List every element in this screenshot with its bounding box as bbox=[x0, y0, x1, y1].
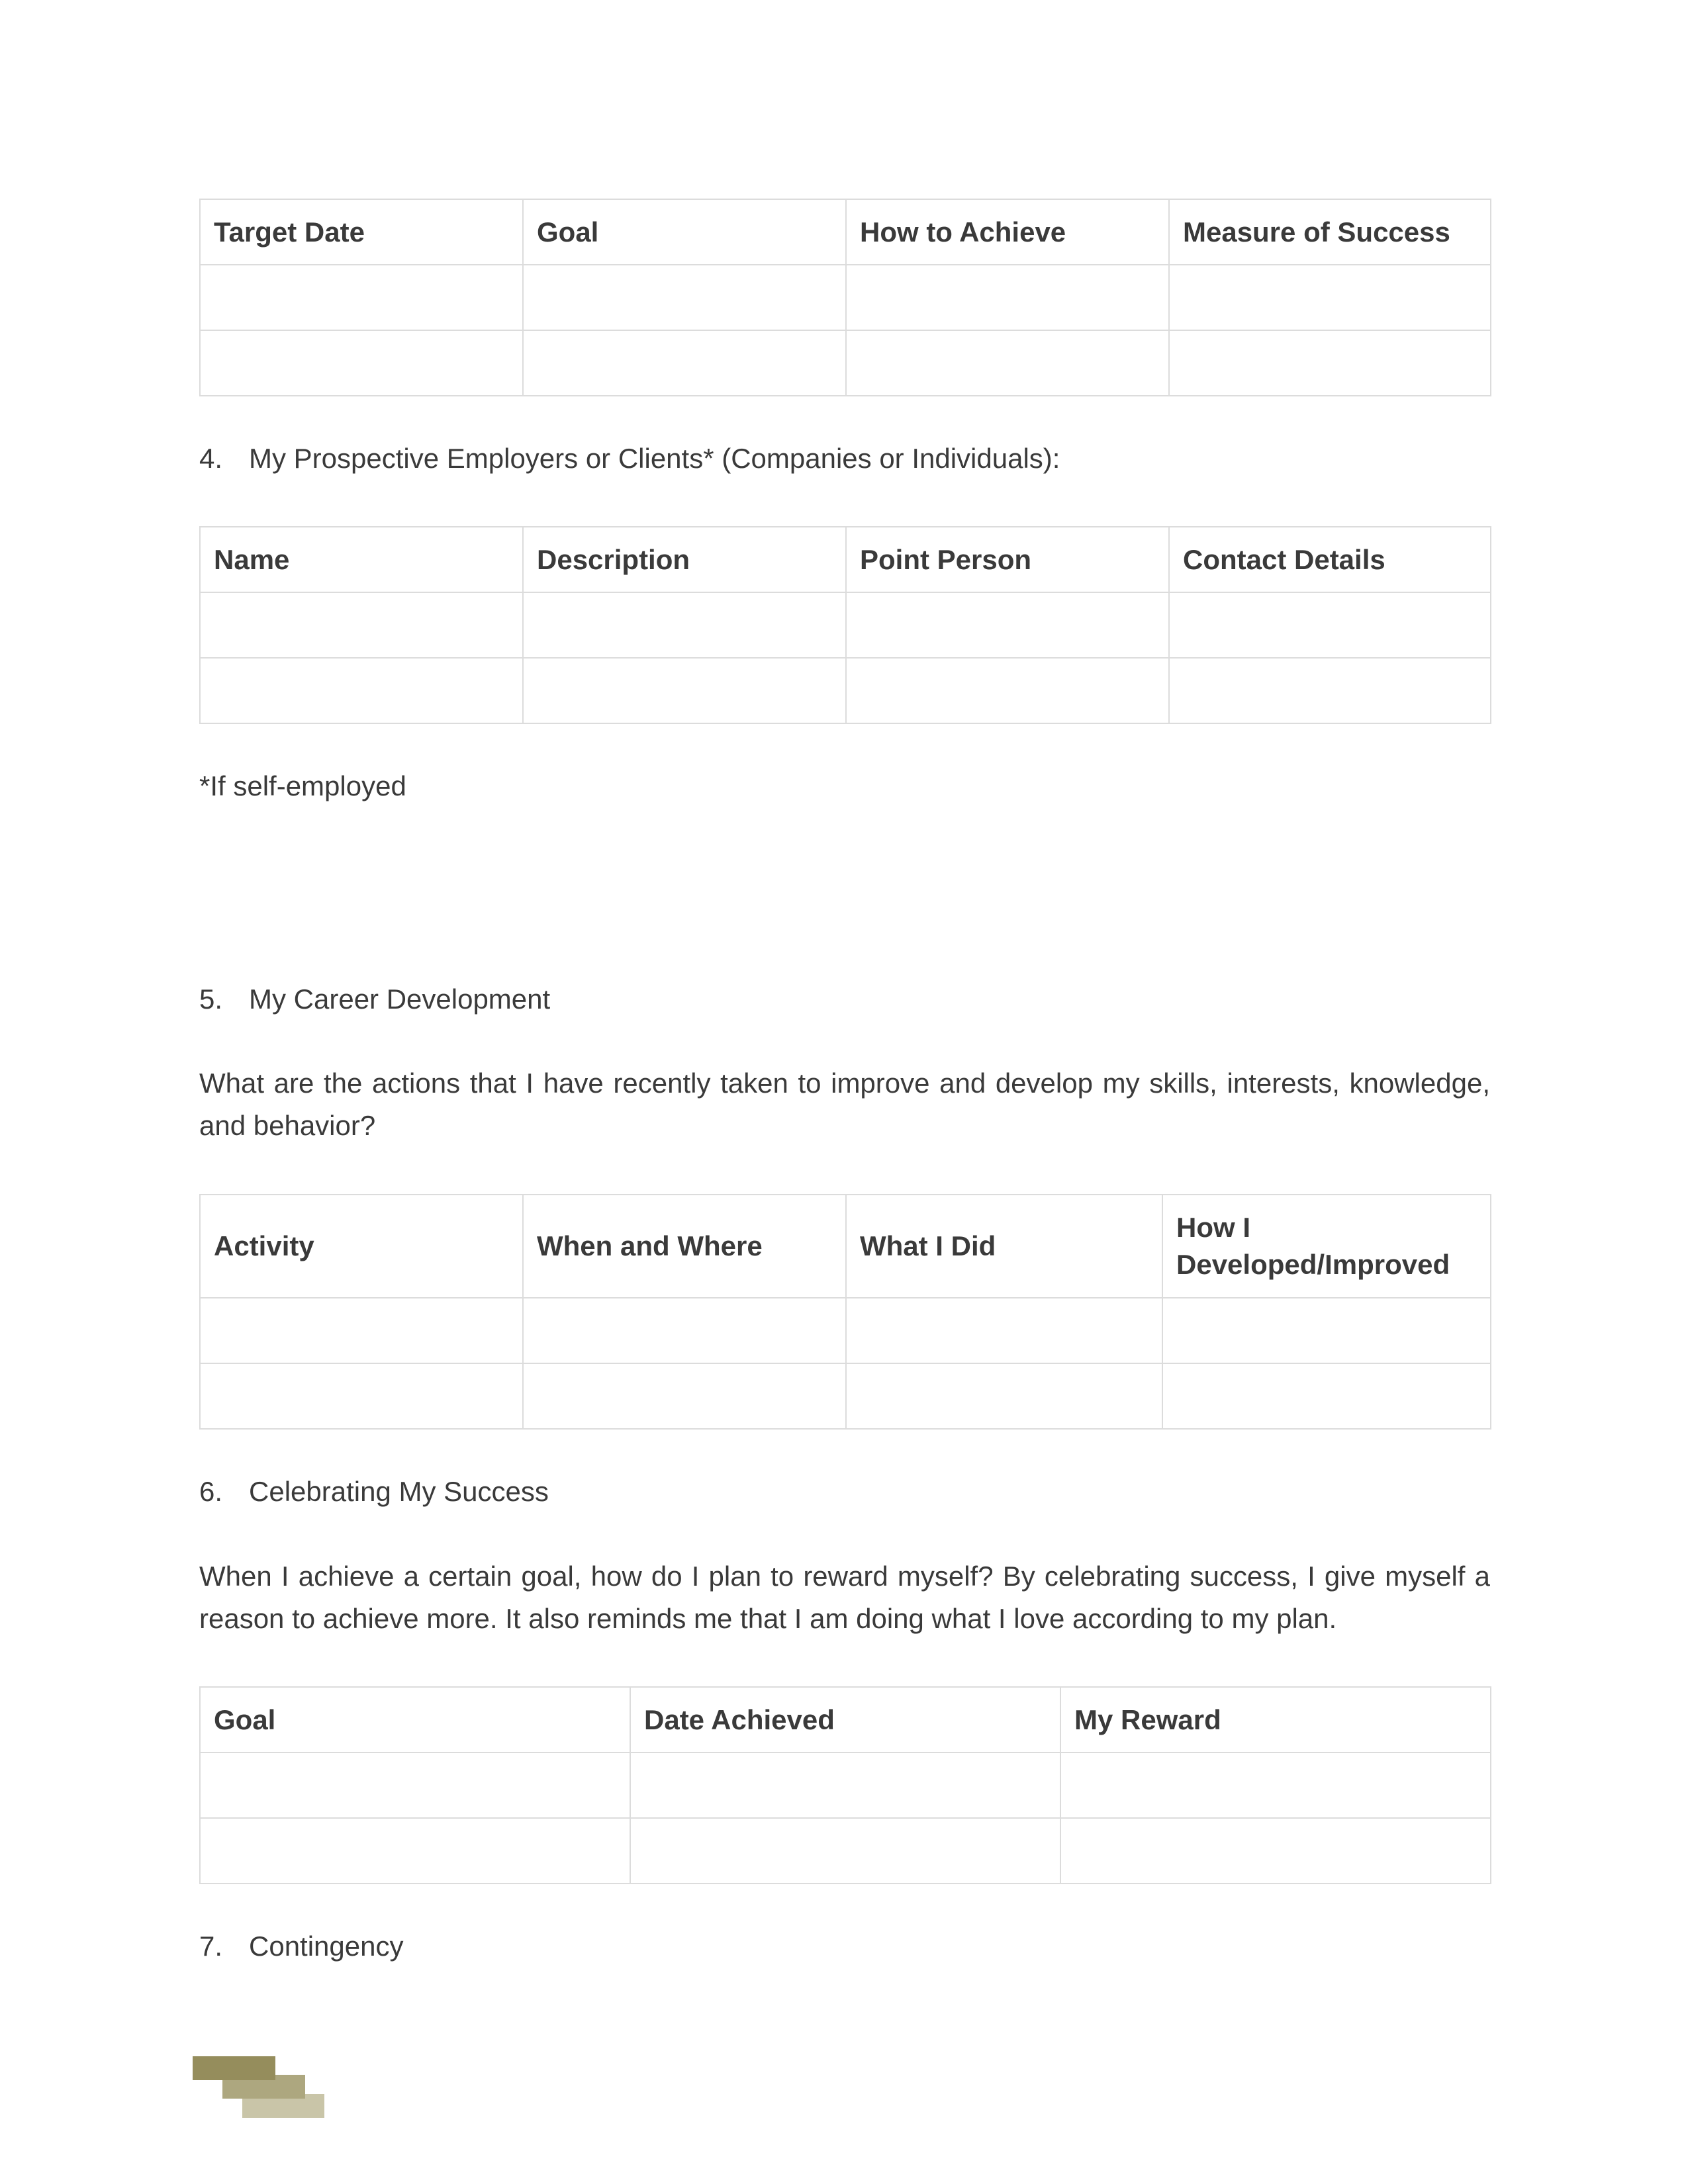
column-header: Goal bbox=[523, 199, 846, 265]
table-row bbox=[200, 330, 1491, 396]
table-cell[interactable] bbox=[846, 1298, 1162, 1363]
column-header: What I Did bbox=[846, 1195, 1162, 1298]
table-cell[interactable] bbox=[630, 1818, 1060, 1884]
logo-mark bbox=[193, 2054, 325, 2120]
table-row bbox=[200, 1363, 1491, 1429]
section-number: 6. bbox=[199, 1476, 223, 1507]
column-header: Contact Details bbox=[1169, 527, 1491, 592]
column-header: Description bbox=[523, 527, 846, 592]
table-cell[interactable] bbox=[1169, 330, 1491, 396]
table-cell[interactable] bbox=[846, 658, 1169, 723]
table-cell[interactable] bbox=[1169, 265, 1491, 330]
section-6-heading bbox=[199, 1473, 549, 1510]
section-7-heading bbox=[199, 1928, 403, 1965]
table-cell[interactable] bbox=[200, 1752, 630, 1818]
column-header: Point Person bbox=[846, 527, 1169, 592]
table-row bbox=[200, 1752, 1491, 1818]
table-cell[interactable] bbox=[523, 265, 846, 330]
table-row bbox=[200, 1298, 1491, 1363]
section-title: My Prospective Employers or Clients* (Companies or Individuals): bbox=[249, 443, 1060, 474]
section-5-text: What are the actions that I have recently taken to improve and develop my skills, interests, knowledge, and behavior? bbox=[199, 1068, 1490, 1141]
table-cell[interactable] bbox=[200, 330, 523, 396]
column-header: Activity bbox=[200, 1195, 523, 1298]
logo-bar-dark bbox=[193, 2056, 275, 2080]
table-cell[interactable] bbox=[200, 658, 523, 723]
table-cell[interactable] bbox=[846, 592, 1169, 658]
column-header: When and Where bbox=[523, 1195, 846, 1298]
table-cell[interactable] bbox=[523, 1298, 846, 1363]
table-cell[interactable] bbox=[846, 330, 1169, 396]
footnote: *If self-employed bbox=[199, 770, 406, 801]
section-title: My Career Development bbox=[249, 983, 551, 1015]
table-cell[interactable] bbox=[523, 330, 846, 396]
section-4-heading bbox=[199, 440, 1060, 477]
table-row bbox=[200, 265, 1491, 330]
column-header: How I Developed/Improved bbox=[1162, 1195, 1491, 1298]
section-number: 5. bbox=[199, 983, 223, 1015]
table-cell[interactable] bbox=[1060, 1818, 1491, 1884]
employers-table bbox=[199, 526, 1491, 724]
table-header-row bbox=[200, 527, 1491, 592]
table-cell[interactable] bbox=[200, 592, 523, 658]
column-header: Date Achieved bbox=[630, 1687, 1060, 1752]
table-header-row bbox=[200, 199, 1491, 265]
table-cell[interactable] bbox=[1162, 1298, 1491, 1363]
reward-table bbox=[199, 1686, 1491, 1884]
section-number: 7. bbox=[199, 1931, 223, 1962]
development-table bbox=[199, 1194, 1491, 1430]
table-cell[interactable] bbox=[1060, 1752, 1491, 1818]
section-6-text: When I achieve a certain goal, how do I plan to reward myself? By celebrating success, I give myself a reason to achieve more. It also reminds me that I am doing what I love according to my plan. bbox=[199, 1561, 1490, 1634]
table-cell[interactable] bbox=[1162, 1363, 1491, 1429]
table-cell[interactable] bbox=[1169, 658, 1491, 723]
section-title: Celebrating My Success bbox=[249, 1476, 549, 1507]
column-header: Measure of Success bbox=[1169, 199, 1491, 265]
table-cell[interactable] bbox=[523, 592, 846, 658]
table-cell[interactable] bbox=[200, 265, 523, 330]
table-cell[interactable] bbox=[1169, 592, 1491, 658]
table-cell[interactable] bbox=[523, 658, 846, 723]
table-row bbox=[200, 592, 1491, 658]
column-header: Target Date bbox=[200, 199, 523, 265]
table-header-row bbox=[200, 1687, 1491, 1752]
table-cell[interactable] bbox=[523, 1363, 846, 1429]
table-row bbox=[200, 658, 1491, 723]
section-5-heading bbox=[199, 981, 550, 1018]
column-header: My Reward bbox=[1060, 1687, 1491, 1752]
table-cell[interactable] bbox=[200, 1363, 523, 1429]
section-number: 4. bbox=[199, 443, 223, 474]
table-cell[interactable] bbox=[200, 1298, 523, 1363]
table-header-row bbox=[200, 1195, 1491, 1298]
column-header: Name bbox=[200, 527, 523, 592]
table-row bbox=[200, 1818, 1491, 1884]
goals-table bbox=[199, 199, 1491, 396]
column-header: How to Achieve bbox=[846, 199, 1169, 265]
column-header: Goal bbox=[200, 1687, 630, 1752]
table-cell[interactable] bbox=[846, 265, 1169, 330]
table-cell[interactable] bbox=[630, 1752, 1060, 1818]
table-cell[interactable] bbox=[200, 1818, 630, 1884]
table-cell[interactable] bbox=[846, 1363, 1162, 1429]
section-title: Contingency bbox=[249, 1931, 404, 1962]
